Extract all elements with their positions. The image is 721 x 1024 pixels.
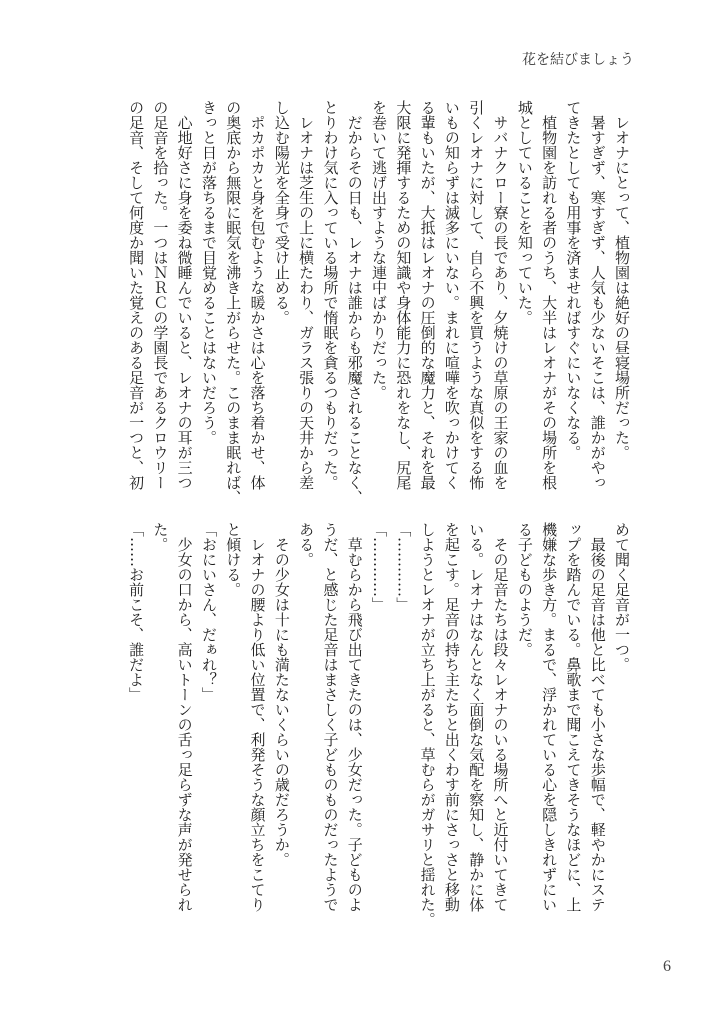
- page-number: 6: [663, 958, 671, 975]
- text-line: きっと日が落ちるまで目覚めることはないだろう。: [199, 100, 218, 445]
- text-line: とりわけ気に入っている場所で惰眠を貪るつもりだった。: [321, 100, 340, 490]
- text-line: だからその日も、レオナは誰からも邪魔されることなく、: [345, 100, 364, 505]
- text-line: いもの知らずは滅多にいない。まれに喧嘩を吹っかけてく: [442, 100, 461, 490]
- text-line: 植物園を訪れる者のうち、大半はレオナがその場所を根: [540, 100, 559, 490]
- text-line: サバナクロー寮の長であり、夕焼けの草原の王家の血を: [491, 100, 510, 490]
- text-line: の奥底から無限に眠気を沸き上がらせた。このまま眠れば、: [224, 100, 243, 505]
- text-line: ポカポカと身を包むような暖かさは心を落ち着かせ、体: [248, 100, 267, 490]
- dialogue-line: 「…………」: [370, 522, 389, 612]
- lower-text-block: [124, 522, 634, 927]
- text-line: 少女の口から、高いトーンの舌っ足らずな声が発せられ: [175, 522, 194, 912]
- text-line: めて聞く足音が一つ。: [613, 522, 631, 672]
- upper-text-block: [124, 100, 634, 505]
- text-line: ある。: [297, 522, 316, 567]
- text-line: た。: [151, 522, 170, 552]
- text-line: 大限に発揮するための知識や身体能力に恐れをなし、尻尾: [394, 100, 413, 490]
- text-line: 最後の足音は他と比べても小さな歩幅で、軽やかにステ: [588, 522, 607, 912]
- text-line: いる。レオナはなんとなく面倒な気配を察知し、静かに体: [467, 522, 486, 912]
- running-header: 花を結びましょう: [522, 52, 634, 68]
- text-line: その足音たちは段々レオナのいる場所へと近付いてきて: [491, 522, 510, 912]
- text-line: る子どものようだ。: [515, 522, 534, 657]
- dialogue-line: 「……お前こそ、誰だよ」: [127, 522, 146, 702]
- text-line: てきたとしても用事を済ませればすぐにいなくなる。: [564, 100, 583, 460]
- text-line: を巻いて逃げ出すような連中ばかりだった。: [370, 100, 389, 400]
- text-line: その少女は十にも満たないくらいの歳だろうか。: [272, 522, 291, 867]
- text-line: 心地好さに身を委ね微睡んでいると、レオナの耳が三つ: [175, 100, 194, 490]
- text-line: レオナの腰より低い位置で、利発そうな顔立ちをこてり: [248, 522, 267, 912]
- dialogue-line: 「…………」: [394, 522, 413, 612]
- text-line: 城としていることを知っていた。: [515, 100, 534, 325]
- text-line: と傾ける。: [224, 522, 243, 597]
- text-line: る輩もいたが、大抵はレオナの圧倒的な魔力と、それを最: [418, 100, 437, 490]
- text-line: を起こす。足音の持ち主たちと出くわす前にさっさと移動: [442, 522, 461, 912]
- text-line: の足音、そして何度か聞いた覚えのある足音が一つと、初: [127, 100, 146, 490]
- text-line: し込む陽光を全身で受け止める。: [272, 100, 291, 325]
- text-line: 草むらから飛び出てきたのは、少女だった。子どものよ: [345, 522, 364, 912]
- text-line: うだ、と感じた足音はまさしく子どものものだったようで: [321, 522, 340, 912]
- text-line: レオナにとって、植物園は絶好の昼寝場所だった。: [613, 100, 631, 460]
- text-line: 暑すぎず、寒すぎず、人気も少ないそこは、誰かがやっ: [588, 100, 607, 490]
- text-line: 機嫌な歩き方。まるで、浮かれている心を隠しきれずにい: [540, 522, 559, 912]
- text-line: の足音を拾った。一つはＮＲＣの学園長であるクロウリー: [151, 100, 170, 490]
- text-line: 引くレオナに対して、自ら不興を買うような真似をする怖: [467, 100, 486, 490]
- dialogue-line: 「おにいさん、だぁれ？」: [199, 522, 218, 702]
- text-line: しようとレオナが立ち上がると、草むらがガサリと揺れた。: [418, 522, 437, 927]
- text-line: レオナは芝生の上に横たわり、ガラス張りの天井から差: [297, 100, 316, 490]
- text-line: ップを踏んでいる。鼻歌まで聞こえてきそうなほどに、上: [564, 522, 583, 912]
